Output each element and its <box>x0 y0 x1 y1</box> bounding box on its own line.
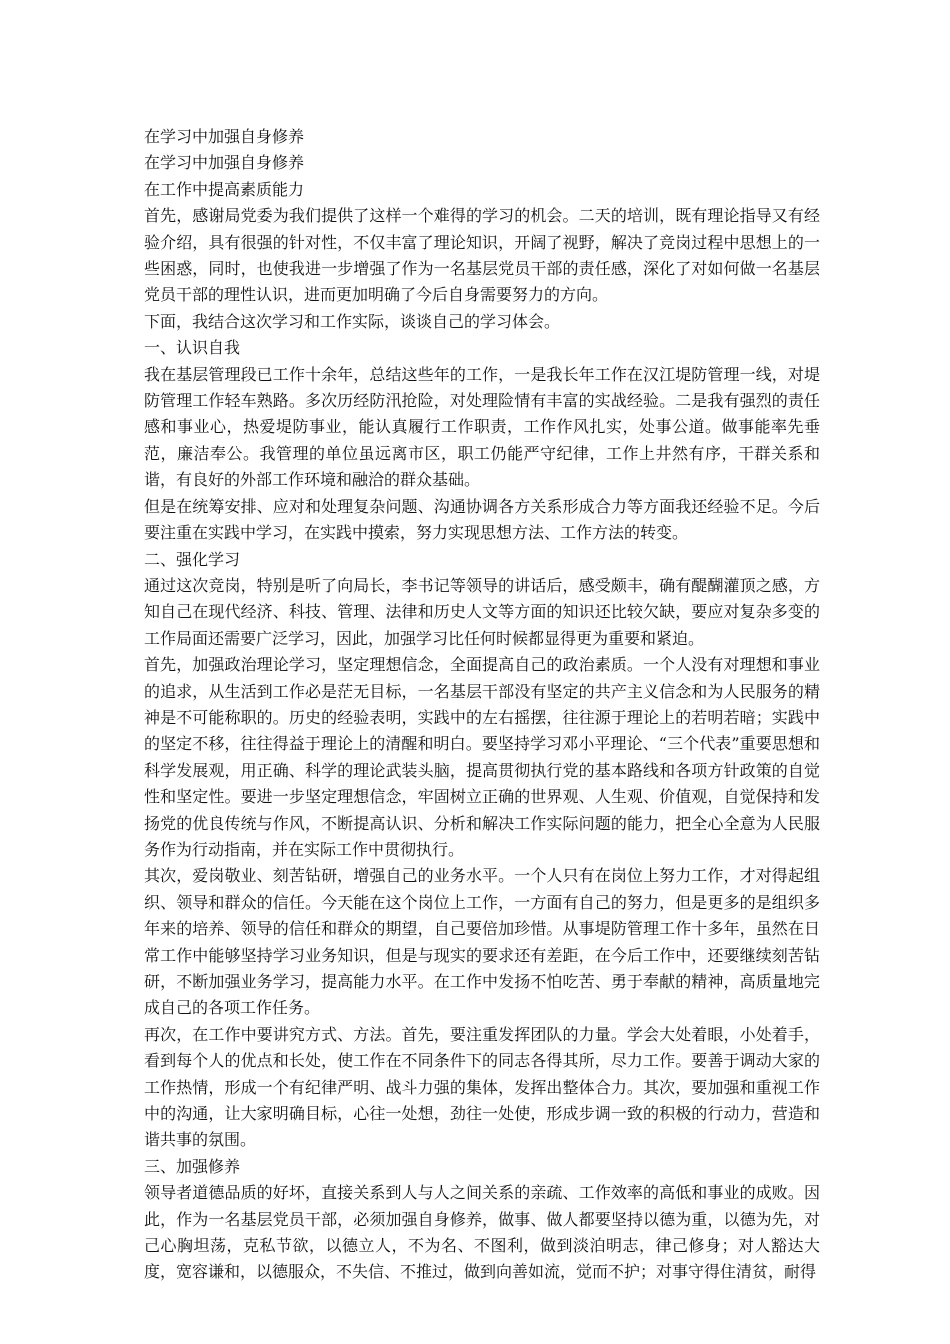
paragraph-study-professional: 其次，爱岗敬业、刻苦钻研，增强自己的业务水平。一个人只有在岗位上努力工作，才对得起组织、领导和群众的信任。今天能在这个岗位上工作，一方面有自己的努力，但是更多的是组织多年来的培养、领导的信任和群众的期望，自己要倍加珍惜。从事堤防管理工作十多年，虽然在日常工作中能够坚持学习业务知识，但是与现实的要求还有差距，在今后工作中，还要继续刻苦钻研，不断加强业务学习，提高能力水平。在工作中发扬不怕吃苦、勇于奉献的精神，高质量地完成自己的各项工作任务。 <box>144 866 820 1018</box>
paragraph-cultivation: 领导者道德品质的好坏，直接关系到人与人之间关系的亲疏、工作效率的高低和事业的成败。因此，作为一名基层党员干部，必须加强自身修养，做事、做人都要坚持以德为重，以德为先，对己心胸坦荡，克私节欲，以德立人，不为名、不图利，做到淡泊明志，律己修身；对人豁达大度，宽容谦和，以德服众，不失信、不推过，做到向善如流，觉而不护；对事守得住清贫，耐得 <box>144 1183 820 1282</box>
document-title-line-2: 在学习中加强自身修养 <box>144 153 305 173</box>
paragraph-study-political: 首先，加强政治理论学习，坚定理想信念，全面提高自己的政治素质。一个人没有对理想和事业的追求，从生活到工作必是茫无目标，一名基层干部没有坚定的共产主义信念和为人民服务的精神是不可能称职的。历史的经验表明，实践中的左右摇摆，往往源于理论上的若明若暗；实践中的坚定不移，往往得益于理论上的清醒和明白。要坚持学习邓小平理论、“三个代表”重要思想和科学发展观，用正确、科学的理论武装头脑，提高贯彻执行党的基本路线和各项方针政策的自觉性和坚定性。要进一步坚定理想信念，牢固树立正确的世界观、人生观、价值观，自觉保持和发扬党的优良传统与作风，不断提高认识、分析和解决工作实际问题的能力，把全心全意为人民服务作为行动指南，并在实际工作中贯彻执行。 <box>144 655 820 859</box>
paragraph-study-intro: 通过这次竞岗，特别是听了向局长，李书记等领导的讲话后，感受颇丰，确有醍醐灌顶之感，方知自己在现代经济、科技、管理、法律和历史人文等方面的知识还比较欠缺，要应对复杂多变的工作局面还需要广泛学习，因此，加强学习比任何时候都显得更为重要和紧迫。 <box>144 575 820 648</box>
paragraph-self-weaknesses: 但是在统筹安排、应对和处理复杂问题、沟通协调各方关系形成合力等方面我还经验不足。今后要注重在实践中学习，在实践中摸索，努力实现思想方法、工作方法的转变。 <box>144 496 820 543</box>
document-title-line-3: 在工作中提高素质能力 <box>144 179 305 199</box>
section-heading-2: 二、强化学习 <box>144 549 241 569</box>
section-heading-3: 三、加强修养 <box>144 1156 241 1176</box>
section-heading-1: 一、认识自我 <box>144 338 241 358</box>
paragraph-intro-outline: 下面，我结合这次学习和工作实际，谈谈自己的学习体会。 <box>144 311 561 331</box>
document-page <box>144 124 820 1286</box>
document-title-line-1: 在学习中加强自身修养 <box>144 127 305 146</box>
paragraph-intro-thanks: 首先，感谢局党委为我们提供了这样一个难得的学习的机会。二天的培训，既有理论指导又有经验介绍，具有很强的针对性，不仅丰富了理论知识，开阔了视野，解决了竞岗过程中思想上的一些困惑，同时，也使我进一步增强了作为一名基层党员干部的责任感，深化了对如何做一名基层党员干部的理性认识，进而更加明确了今后自身需要努力的方向。 <box>144 206 820 305</box>
paragraph-self-strengths: 我在基层管理段已工作十余年，总结这些年的工作，一是我长年工作在汉江堤防管理一线，对堤防管理工作轻车熟路。多次历经防汛抢险，对处理险情有丰富的实战经验。二是我有强烈的责任感和事业心，热爱堤防事业，能认真履行工作职责，工作作风扎实，处事公道。做事能率先垂范，廉洁奉公。我管理的单位虽远离市区，职工仍能严守纪律，工作上井然有序，干群关系和谐，有良好的外部工作环境和融洽的群众基础。 <box>144 364 820 490</box>
paragraph-study-methods: 再次，在工作中要讲究方式、方法。首先，要注重发挥团队的力量。学会大处着眼，小处着手，看到每个人的优点和长处，使工作在不同条件下的同志各得其所，尽力工作。要善于调动大家的工作热情，形成一个有纪律严明、战斗力强的集体，发挥出整体合力。其次，要加强和重视工作中的沟通，让大家明确目标，心往一处想，劲往一处使，形成步调一致的积极的行动力，营造和谐共事的氛围。 <box>144 1024 820 1150</box>
